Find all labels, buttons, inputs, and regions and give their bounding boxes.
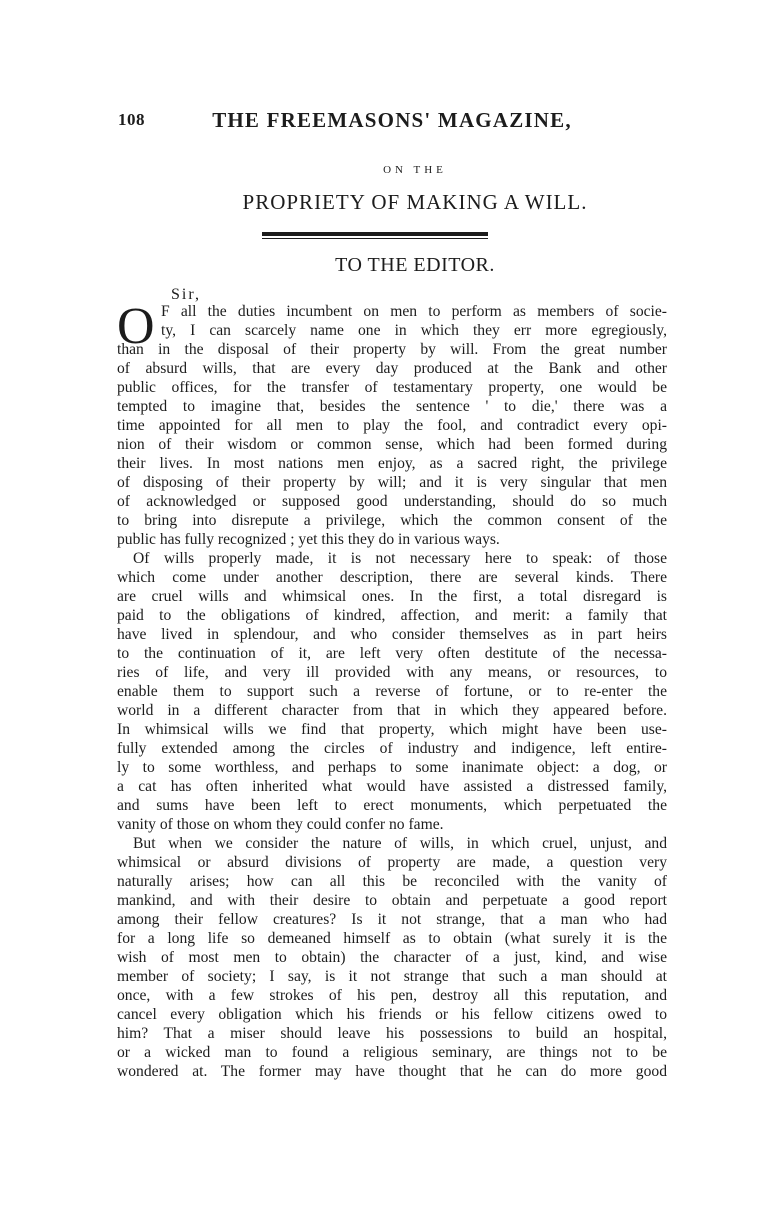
salutation: Sir, bbox=[171, 286, 202, 303]
body-line: than in the disposal of their property by will. From the great number bbox=[117, 341, 667, 358]
body-line: public has fully recognized ; yet this they do in various ways. bbox=[117, 531, 500, 548]
body-line: time appointed for all men to play the fool, and contradict every opi- bbox=[117, 417, 667, 434]
body-line: for a long life so demeaned himself as to obtain (what surely it is the bbox=[117, 930, 667, 947]
body-line: ty, I can scarcely name one in which they err more egregiously, bbox=[161, 322, 667, 339]
body-line: paid to the obligations of kindred, affection, and merit: a family that bbox=[117, 607, 667, 624]
body-line: cancel every obligation which his friends or his fellow citizens owed to bbox=[117, 1006, 667, 1023]
body-line: ly to some worthless, and perhaps to some inanimate object: a dog, or bbox=[117, 759, 667, 776]
body-line: among their fellow creatures? Is it not strange, that a man who had bbox=[117, 911, 667, 928]
body-line: of disposing of their property by will; and it is very singular that men bbox=[117, 474, 667, 491]
body-line: him? That a miser should leave his possessions to build an hospital, bbox=[117, 1025, 667, 1042]
body-line: and sums have been left to erect monuments, which perpetuated the bbox=[117, 797, 667, 814]
article-body bbox=[117, 298, 667, 1081]
body-line: enable them to support such a reverse of fortune, or to re-enter the bbox=[117, 683, 667, 700]
body-line: of acknowledged or supposed good understanding, should do so much bbox=[117, 493, 667, 510]
body-line: whimsical or absurd divisions of property are made, a question very bbox=[117, 854, 667, 871]
body-line: Of wills properly made, it is not necessary here to speak: of those bbox=[133, 550, 667, 567]
running-head: THE FREEMASONS' MAGAZINE, bbox=[212, 108, 572, 132]
body-line: a cat has often inherited what would have assisted a distressed family, bbox=[117, 778, 667, 795]
rule-thin bbox=[262, 238, 488, 239]
title-rule bbox=[262, 232, 488, 239]
body-line: or a wicked man to found a religious seminary, are things not to be bbox=[117, 1044, 667, 1061]
body-line: world in a different character from that in which they appeared before. bbox=[117, 702, 667, 719]
body-line: mankind, and with their desire to obtain and perpetuate a good report bbox=[117, 892, 667, 909]
body-line: In whimsical wills we find that property, which might have been use- bbox=[117, 721, 667, 738]
page-number: 108 bbox=[118, 110, 145, 129]
rule-thick bbox=[262, 232, 488, 236]
article-kicker: ON THE bbox=[383, 164, 447, 176]
body-line: ries of life, and very ill provided with any means, or resources, to bbox=[117, 664, 667, 681]
body-line: their lives. In most nations men enjoy, as a sacred right, the privilege bbox=[117, 455, 667, 472]
body-line: member of society; I say, is it not strange that such a man should at bbox=[117, 968, 667, 985]
body-line: nion of their wisdom or common sense, which had been formed during bbox=[117, 436, 667, 453]
body-line: naturally arises; how can all this be reconciled with the vanity of bbox=[117, 873, 667, 890]
body-line: of absurd wills, that are every day produced at the Bank and other bbox=[117, 360, 667, 377]
body-line: fully extended among the circles of industry and indigence, left entire- bbox=[117, 740, 667, 757]
body-line: public offices, for the transfer of testamentary property, one would be bbox=[117, 379, 667, 396]
body-line: are cruel wills and whimsical ones. In the first, a total disregard is bbox=[117, 588, 667, 605]
body-line: have lived in splendour, and who consider themselves as in part heirs bbox=[117, 626, 667, 643]
body-line: to the continuation of it, are left very often destitute of the necessa- bbox=[117, 645, 667, 662]
body-line: wish of most men to obtain) the character of a just, kind, and wise bbox=[117, 949, 667, 966]
body-line: tempted to imagine that, besides the sentence ' to die,' there was a bbox=[117, 398, 667, 415]
page-header bbox=[118, 108, 666, 138]
drop-cap: O bbox=[117, 298, 155, 355]
body-line: to bring into disrepute a privilege, which the common consent of the bbox=[117, 512, 667, 529]
body-line: once, with a few strokes of his pen, destroy all this reputation, and bbox=[117, 987, 667, 1004]
article-title: PROPRIETY OF MAKING A WILL. bbox=[242, 190, 588, 214]
address-heading: TO THE EDITOR. bbox=[335, 254, 495, 276]
body-line: wondered at. The former may have thought that he can do more good bbox=[117, 1063, 667, 1080]
body-line: F all the duties incumbent on men to perform as members of socie- bbox=[161, 303, 667, 320]
body-line: But when we consider the nature of wills, in which cruel, unjust, and bbox=[133, 835, 667, 852]
body-line: which come under another description, there are several kinds. There bbox=[117, 569, 667, 586]
body-line: vanity of those on whom they could confer no fame. bbox=[117, 816, 444, 833]
